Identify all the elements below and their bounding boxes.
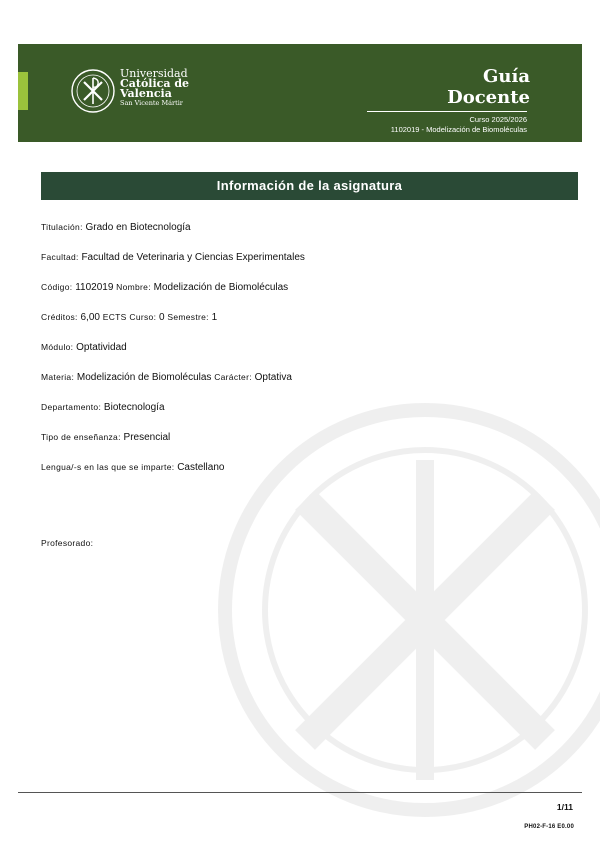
field-tipo-ensenanza <box>41 432 170 443</box>
tipo-label: Tipo de enseñanza: <box>41 432 121 442</box>
materia-value: Modelización de Biomoléculas <box>76 372 212 383</box>
watermark-seal-icon <box>215 400 600 820</box>
profesorado-label: Profesorado: <box>41 538 94 548</box>
footer-divider <box>18 792 582 793</box>
curso-label: Curso: <box>129 312 157 322</box>
modulo-value: Optatividad <box>76 342 127 353</box>
titulacion-value: Grado en Biotecnología <box>85 222 191 233</box>
field-facultad <box>41 252 305 263</box>
university-seal-icon <box>70 68 116 114</box>
guide-title-line1: Guía <box>483 66 530 87</box>
document-code: PH02-F-16 E0.00 <box>524 824 574 830</box>
field-lengua <box>41 462 224 473</box>
field-profesorado <box>41 538 93 549</box>
facultad-value: Facultad de Veterinaria y Ciencias Experimentales <box>81 252 305 263</box>
field-modulo <box>41 342 127 353</box>
university-line4: San Vicente Mártir <box>120 99 183 107</box>
lengua-label: Lengua/-s en las que se imparte: <box>41 462 175 472</box>
field-codigo-nombre <box>41 282 288 293</box>
university-line1: Universidad <box>120 67 188 80</box>
page-number: 1/11 <box>556 802 573 812</box>
nombre-value: Modelización de Biomoléculas <box>153 282 289 293</box>
university-line3: Valencia <box>120 87 172 100</box>
semestre-label: Semestre: <box>167 312 209 322</box>
subject-code-name: 1102019 - Modelización de Biomoléculas <box>390 125 527 134</box>
materia-label: Materia: <box>41 372 75 382</box>
field-titulacion <box>41 222 191 233</box>
course-year: Curso 2025/2026 <box>469 115 527 124</box>
guide-title <box>447 66 530 108</box>
guide-title-divider <box>367 111 527 112</box>
codigo-label: Código: <box>41 282 73 292</box>
nombre-label: Nombre: <box>116 282 151 292</box>
departamento-value: Biotecnología <box>103 402 165 413</box>
modulo-label: Módulo: <box>41 342 74 352</box>
creditos-label: Créditos: <box>41 312 78 322</box>
titulacion-label: Titulación: <box>41 222 83 232</box>
section-title: Información de la asignatura <box>41 172 578 200</box>
facultad-label: Facultad: <box>41 252 79 262</box>
guide-title-line2: Docente <box>447 87 530 108</box>
lengua-value: Castellano <box>177 462 225 473</box>
departamento-label: Departamento: <box>41 402 102 412</box>
course-info <box>391 115 527 135</box>
codigo-value: 1102019 <box>75 282 114 293</box>
university-name <box>120 69 189 108</box>
curso-value: 0 <box>159 312 165 323</box>
caracter-value: Optativa <box>254 372 292 383</box>
field-creditos <box>41 312 217 323</box>
ects-label: ECTS <box>102 312 127 322</box>
tipo-value: Presencial <box>123 432 171 443</box>
caracter-label: Carácter: <box>214 372 252 382</box>
semestre-value: 1 <box>211 312 218 323</box>
header-accent-bar <box>18 72 28 110</box>
field-departamento <box>41 402 165 413</box>
creditos-value: 6,00 <box>80 312 100 323</box>
field-materia <box>41 372 292 383</box>
university-line2: Católica de <box>120 77 190 90</box>
